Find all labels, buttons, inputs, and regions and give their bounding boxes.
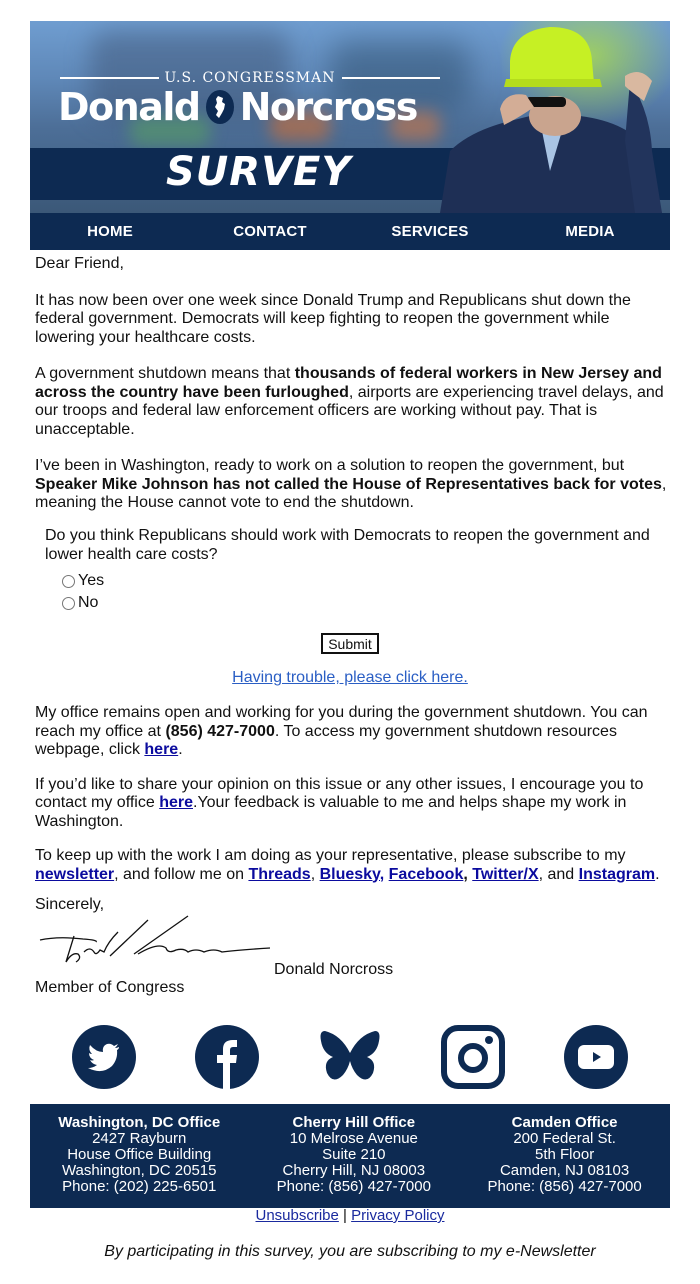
office-cherry-hill	[277, 1115, 431, 1208]
shutdown-resources-link[interactable]: here	[144, 741, 179, 758]
offices-footer	[30, 1104, 670, 1208]
office-washington	[58, 1115, 220, 1208]
text: I’ve been in Washington, ready to work on a solution to reopen the government, but	[35, 457, 625, 474]
subtitle-text: U.S. CONGRESSMAN	[164, 70, 336, 86]
text: , meaning the House cannot vote to end the shutdown.	[35, 475, 667, 511]
paragraph-1: It has now been over one week since Donald Trump and Republicans shut down the federal government. Democrats will keep fighting to reopen the government while lowering your healthcare costs.	[35, 291, 631, 346]
office-camden	[487, 1115, 641, 1208]
contact-office-link[interactable]: here	[159, 794, 193, 811]
trouble-row	[0, 669, 700, 687]
office-address: Cherry Hill, NJ 08003	[282, 1162, 426, 1179]
survey-label: SURVEY	[166, 149, 352, 195]
office-address: Washington, DC 20515	[61, 1162, 217, 1179]
congressman-name	[58, 85, 417, 129]
nav-home[interactable]: HOME	[87, 223, 133, 240]
text: .Your feedback is valuable to me and helps shape my work in Washington.	[35, 794, 627, 830]
closing-body	[35, 704, 670, 900]
twitter-button[interactable]	[71, 1024, 137, 1090]
newsletter-link[interactable]: newsletter	[35, 865, 115, 883]
text: .	[655, 865, 660, 883]
bluesky-link[interactable]: Bluesky,	[319, 865, 385, 883]
office-address: 2427 Rayburn	[92, 1130, 187, 1147]
paragraph-5	[35, 776, 670, 832]
option-label: No	[78, 594, 99, 611]
signature-image	[38, 912, 273, 970]
paragraph-4	[35, 704, 670, 760]
unsubscribe-link[interactable]: Unsubscribe	[255, 1207, 339, 1224]
bold-text: thousands of federal workers in New Jersey and across the country have been furloughed	[35, 365, 662, 401]
option-yes[interactable]	[62, 572, 104, 590]
instagram-button[interactable]	[440, 1024, 506, 1090]
letter-body	[35, 255, 670, 531]
nav-media[interactable]: MEDIA	[565, 223, 615, 240]
last-name: Norcross	[239, 85, 417, 129]
header-banner	[30, 21, 670, 213]
text: ,	[463, 865, 473, 883]
text: .	[178, 741, 183, 758]
office-address: Camden, NJ 08103	[499, 1162, 630, 1179]
option-no[interactable]	[62, 594, 98, 612]
instagram-link[interactable]: Instagram	[578, 865, 656, 883]
paragraph-3	[35, 457, 670, 513]
bluesky-icon	[319, 1029, 381, 1085]
paragraph-2	[35, 365, 670, 439]
office-title: Camden Office	[511, 1114, 618, 1131]
office-title: Washington, DC Office	[58, 1114, 221, 1131]
privacy-policy-link[interactable]: Privacy Policy	[351, 1207, 445, 1224]
text: A government shutdown means that	[35, 365, 295, 382]
top-nav	[30, 213, 670, 250]
rule-line	[342, 77, 441, 79]
office-phone: Phone: (856) 427-7000	[487, 1178, 642, 1195]
office-phone: Phone: (856) 427-7000	[276, 1178, 431, 1195]
text: , and	[538, 865, 579, 883]
signer-title: Member of Congress	[35, 979, 185, 996]
office-address: 5th Floor	[535, 1146, 595, 1163]
office-phone: Phone: (202) 225-6501	[62, 1178, 217, 1195]
twitter-icon	[72, 1025, 136, 1089]
office-phone: (856) 427-7000	[165, 722, 275, 740]
text: . To access my government shutdown resources webpage, click	[35, 722, 617, 758]
text: If you’d like to share your opinion on this issue or any other issues, I encourage you to contact my office	[35, 775, 644, 811]
sign-off: Sincerely,	[35, 896, 105, 913]
text: To keep up with the work I am doing as your representative, please subscribe to my	[35, 847, 626, 864]
text: ,	[310, 865, 320, 883]
office-address: 200 Federal St.	[513, 1130, 616, 1147]
option-label: Yes	[78, 572, 105, 589]
radio-no[interactable]	[62, 597, 75, 610]
youtube-icon	[564, 1025, 628, 1089]
signer-name: Donald Norcross	[274, 961, 394, 978]
separator: |	[343, 1207, 347, 1224]
first-name: Donald	[58, 85, 200, 129]
legal-links	[0, 1207, 700, 1224]
nav-services[interactable]: SERVICES	[391, 223, 469, 240]
youtube-button[interactable]	[563, 1024, 629, 1090]
nav-contact[interactable]: CONTACT	[233, 223, 307, 240]
facebook-icon	[195, 1025, 259, 1089]
threads-link[interactable]: Threads	[248, 865, 311, 883]
paragraph-6	[35, 847, 670, 884]
twitter-link[interactable]: Twitter/X	[472, 865, 539, 883]
congressman-photo	[430, 21, 670, 213]
poll-question: Do you think Republicans should work with Democrats to reopen the government and lower health care costs?	[45, 527, 650, 563]
greeting: Dear Friend,	[35, 255, 124, 272]
rule-line	[60, 77, 159, 79]
instagram-icon	[441, 1025, 505, 1089]
office-address: 10 Melrose Avenue	[289, 1130, 418, 1147]
bluesky-button[interactable]	[317, 1024, 383, 1090]
bold-text: Speaker Mike Johnson has not called the House of Representatives back for votes	[35, 475, 662, 493]
submit-button[interactable]: Submit	[321, 633, 379, 654]
trouble-link[interactable]: Having trouble, please click here.	[232, 669, 468, 686]
text: My office remains open and working for you during the government shutdown. You can reach my office at	[35, 704, 648, 740]
office-address: House Office Building	[67, 1146, 212, 1163]
text: , and follow me on	[114, 865, 249, 883]
radio-yes[interactable]	[62, 575, 75, 588]
office-address: Suite 210	[322, 1146, 386, 1163]
facebook-link[interactable]: Facebook	[388, 865, 464, 883]
facebook-button[interactable]	[194, 1024, 260, 1090]
office-title: Cherry Hill Office	[292, 1114, 416, 1131]
new-jersey-icon	[206, 90, 234, 124]
header-subtitle	[60, 70, 440, 86]
newsletter-disclaimer: By participating in this survey, you are subscribing to my e-Newsletter	[104, 1243, 596, 1260]
text: , airports are experiencing travel delays, and our troops and federal law enforcement officers are working without pay. That is unacceptable.	[35, 383, 664, 438]
